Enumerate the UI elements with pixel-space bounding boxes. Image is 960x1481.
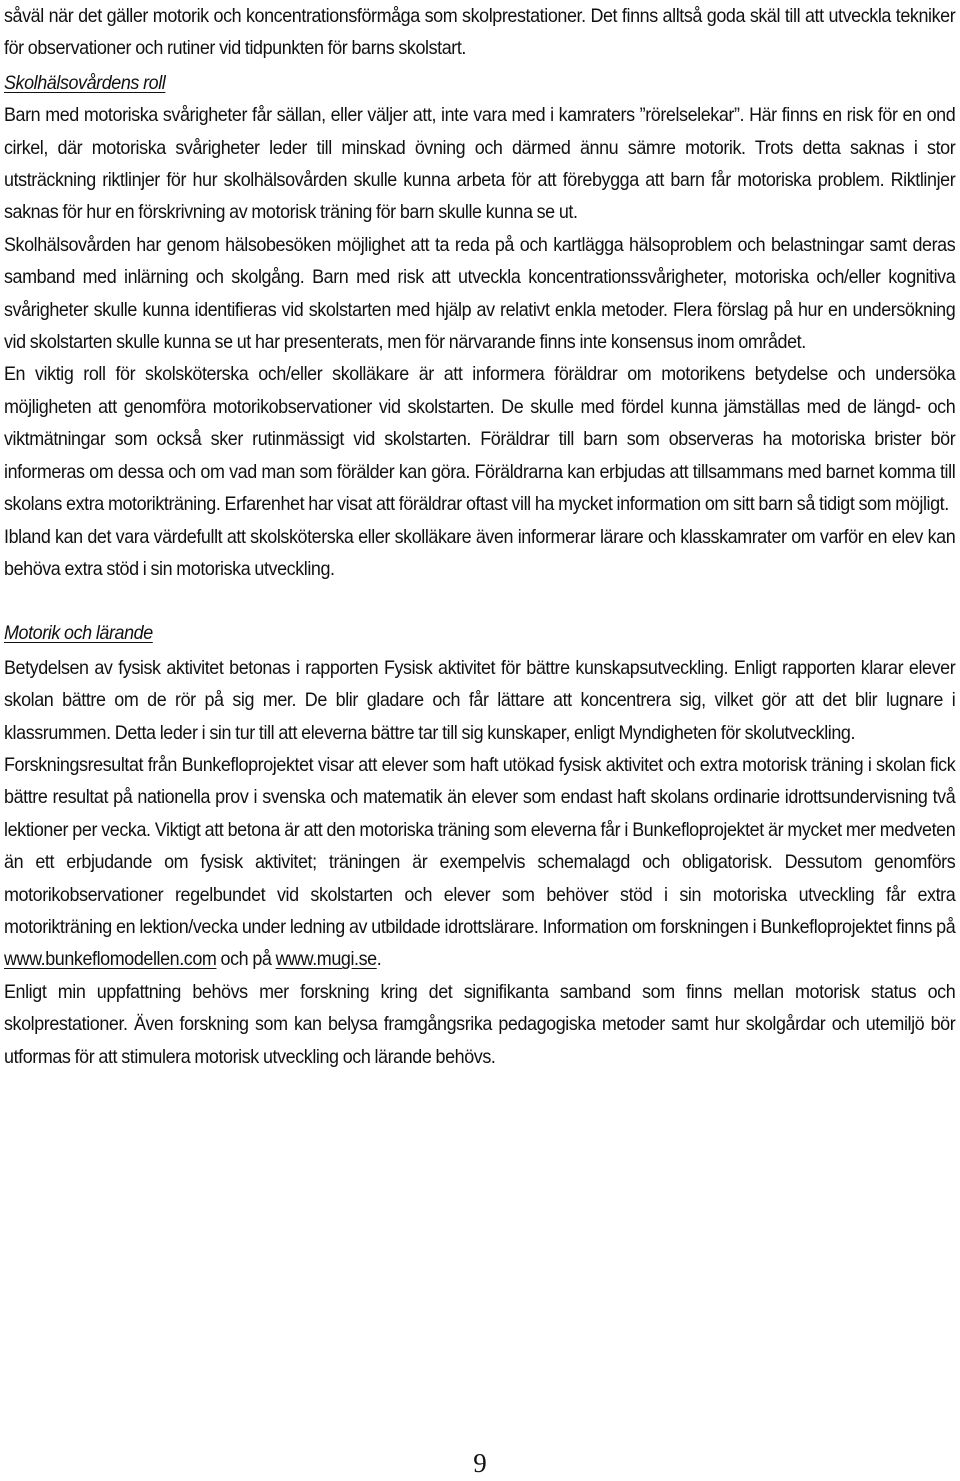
section-heading-motorik-och-larande: Motorik och lärande [4,622,153,645]
paragraph-halsobesok: Skolhälsovården har genom hälsobesöken möjlighet att ta reda på och kartlägga hälsoproblem och belastningar samt deras samband med inlärning och skolgång. Barn med risk att utveckla koncentrationssvårigheter, motoriska och/eller kognitiva svårigheter skulle kunna identifieras vid skolstarten med hjälp av relativt enkla metoder. Flera förslag på hur en undersökning vid skolstarten skulle kunna se ut har presenterats, men för närvarande finns inte konsensus inom området. [4,233,956,354]
document-body [4,0,955,1073]
link-bunkeflomodellen[interactable]: www.bunkeflomodellen.com [4,948,217,971]
paragraph-bunkeflo-end: . [376,948,382,971]
paragraph-viktig-roll: En viktig roll för skolsköterska och/eller skolläkare är att informera föräldrar om motorikens betydelse och undersöka möjligheten att genomföra motorikobservationer vid skolstarten. De skulle med fördel kunna jämställas med de längd- och viktmätningar som också sker rutinmässigt vid skolstarten. Föräldrar till barn som observeras ha motoriska brister bör informeras om dessa och om vad man som förälder kan göra. Föräldrarna kan erbjudas att tillsammans med barnet komma till skolans extra motorikträning. Erfarenhet har visat att föräldrar oftast vill ha mycket information om sitt barn så tidigt som möjligt. [4,363,956,516]
paragraph-rorelselekar: Barn med motoriska svårigheter får sällan, eller väljer att, inte vara med i kamraters ”rörelselekar”. Här finns en risk för en ond cirkel, där motoriska svårigheter leder till minskad övning och därmed ännu sämre motorik. Trots detta saknas i stor utsträckning riktlinjer för hur skolhälsovården skulle kunna arbeta för att förebygga att barn får motoriska problem. Riktlinjer saknas för hur en förskrivning av motorisk träning för barn skulle kunna se ut. [4,104,956,224]
paragraph-bunkeflo-text: Forskningsresultat från Bunkefloprojektet visar att elever som haft utökad fysisk aktivitet och extra motorisk träning i skolan fick bättre resultat på nationella prov i svenska och matematik än elever som endast haft skolans ordinarie idrottsundervisning två lektioner per vecka. Viktigt att betona är att den motoriska träning som eleverna får i Bunkefloprojektet är mycket mer medveten än ett erbjudande om fysisk aktivitet; träningen är exempelvis schemalagd och obligatorisk. Dessutom genomförs motorikobservationer regelbundet vid skolstarten och elever som behöver stöd i sin motoriska utveckling får extra motorikträning en lektion/vecka under ledning av utbildade idrottslärare. Information om forskningen i Bunkefloprojektet finns på [4,753,956,938]
page-number: 9 [473,1448,487,1478]
document-page [4,0,956,1073]
paragraph-forskning: Enligt min uppfattning behövs mer forskning kring det signifikanta samband som finns mellan motorisk status och skolprestationer. Även forskning som kan belysa framgångsrika pedagogiska metoder samt hur skolgårdar och utemiljö bör utformas för att stimulera motorisk utveckling och lärande behövs. [4,980,956,1068]
section-heading-skolhalsovardens-roll: Skolhälsovårdens roll [4,71,166,94]
paragraph-bunkefloprojektet [4,749,955,976]
paragraph-informera-larare: Ibland kan det vara värdefullt att skolsköterska eller skolläkare även informerar lärare och klasskamrater om varför en elev kan behöva extra stöd i sin motoriska utveckling. [4,525,956,580]
paragraph-fysisk-aktivitet: Betydelsen av fysisk aktivitet betonas i rapporten Fysisk aktivitet för bättre kunskapsutveckling. Enligt rapporten klarar elever skolan bättre om de rör på sig mer. De blir gladare och får lättare att koncentrera sig, vilket gör att det blir lugnare i klassrummen. Detta leder i sin tur till att eleverna bättre tar till sig kunskaper, enligt Myndigheten för skolutveckling. [4,656,956,744]
paragraph-bunkeflo-connector: och på [216,948,276,971]
paragraph-intro: såväl när det gäller motorik och koncentrationsförmåga som skolprestationer. Det finns alltså goda skäl till att utveckla tekniker för observationer och rutiner vid tidpunkten för barns skolstart. [4,5,956,60]
link-mugi[interactable]: www.mugi.se [275,948,377,971]
